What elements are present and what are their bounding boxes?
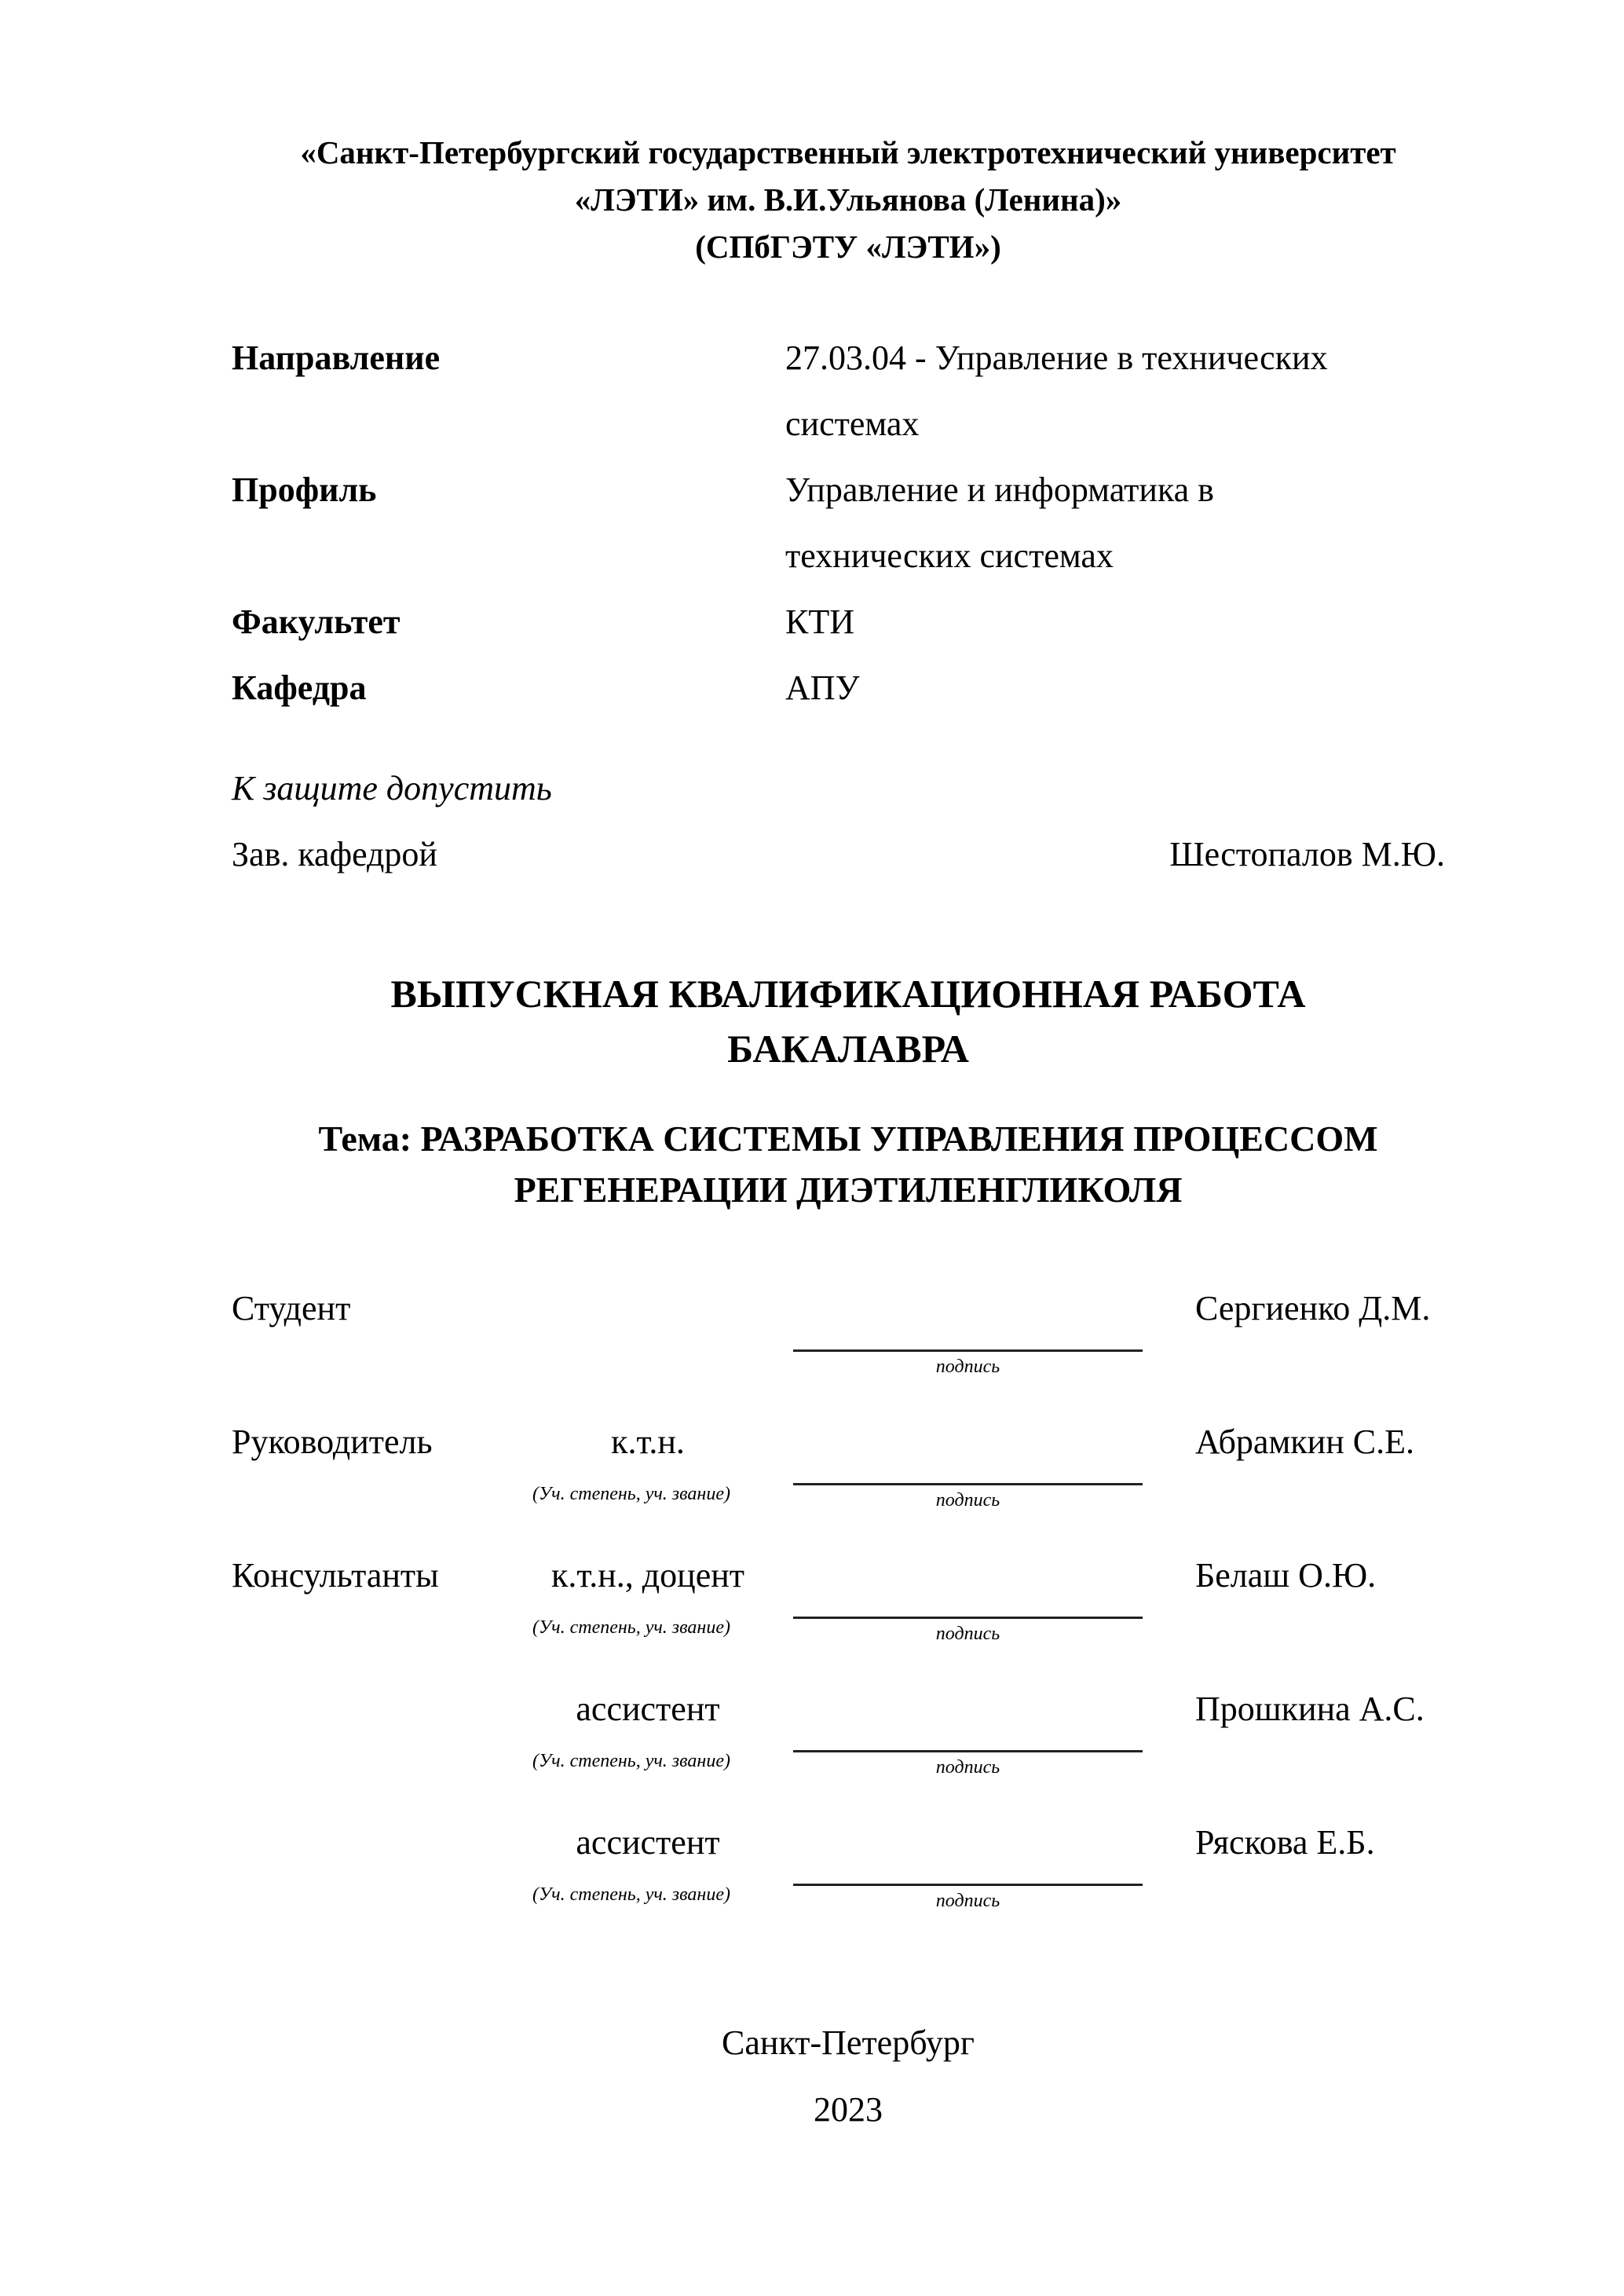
signature-caption: подпись [935, 1357, 1000, 1377]
department-label: Кафедра [232, 668, 367, 707]
academic-degree: ассистент [576, 1823, 720, 1862]
department-value: АПУ [785, 668, 860, 707]
theme-line2: РЕГЕНЕРАЦИИ ДИЭТИЛЕНГЛИКОЛЯ [514, 1170, 1183, 1210]
admission-note: К защите допустить [232, 769, 552, 807]
person-name: Сергиенко Д.М. [1195, 1289, 1431, 1327]
signature-line [793, 1617, 1143, 1619]
person-name: Прошкина А.С. [1195, 1690, 1425, 1728]
university-abbreviation: (СПбГЭТУ «ЛЭТИ») [695, 229, 1001, 265]
year: 2023 [814, 2090, 883, 2129]
person-name: Ряскова Е.Б. [1195, 1823, 1375, 1862]
academic-degree: к.т.н. [611, 1423, 685, 1461]
direction-label: Направление [232, 339, 441, 377]
theme-line1: Тема: РАЗРАБОТКА СИСТЕМЫ УПРАВЛЕНИЯ ПРОЦЕССОМ [318, 1119, 1378, 1159]
university-name-line1: «Санкт-Петербургский государственный электротехнический университет [300, 134, 1396, 170]
head-of-department-name: Шестопалов М.Ю. [1169, 835, 1445, 873]
faculty-label: Факультет [232, 602, 401, 641]
direction-value-line2: системах [785, 405, 920, 443]
document-title-line1: ВЫПУСКНАЯ КВАЛИФИКАЦИОННАЯ РАБОТА [390, 972, 1306, 1016]
direction-value-line1: 27.03.04 - Управление в технических [785, 339, 1328, 377]
university-name-line2: «ЛЭТИ» им. В.И.Ульянова (Ленина)» [574, 181, 1122, 218]
academic-degree: ассистент [576, 1690, 720, 1728]
degree-caption: (Уч. степень, уч. звание) [532, 1884, 730, 1905]
profile-value-line1: Управление и информатика в [785, 471, 1214, 509]
person-name: Абрамкин С.Е. [1195, 1423, 1414, 1461]
signature-caption: подпись [935, 1624, 1000, 1644]
degree-caption: (Уч. степень, уч. звание) [532, 1751, 730, 1771]
profile-value-line2: технических системах [785, 536, 1114, 575]
signature-caption: подпись [935, 1757, 1000, 1778]
academic-degree: к.т.н., доцент [550, 1556, 745, 1595]
profile-label: Профиль [232, 471, 377, 509]
degree-caption: (Уч. степень, уч. звание) [532, 1484, 730, 1504]
document-title-line2: БАКАЛАВРА [727, 1027, 969, 1071]
signature-line [793, 1349, 1143, 1352]
degree-caption: (Уч. степень, уч. звание) [532, 1617, 730, 1638]
person-name: Белаш О.Ю. [1195, 1556, 1377, 1595]
city: Санкт-Петербург [722, 2023, 975, 2062]
signature-caption: подпись [935, 1891, 1000, 1911]
head-of-department-label: Зав. кафедрой [232, 835, 437, 873]
signature-line [793, 1483, 1143, 1485]
signature-line [793, 1884, 1143, 1886]
faculty-value: КТИ [785, 602, 854, 641]
signature-line [793, 1750, 1143, 1752]
role-label: Руководитель [232, 1423, 433, 1461]
signature-caption: подпись [935, 1490, 1000, 1511]
role-label: Консультанты [232, 1556, 439, 1595]
role-label: Студент [232, 1289, 351, 1327]
